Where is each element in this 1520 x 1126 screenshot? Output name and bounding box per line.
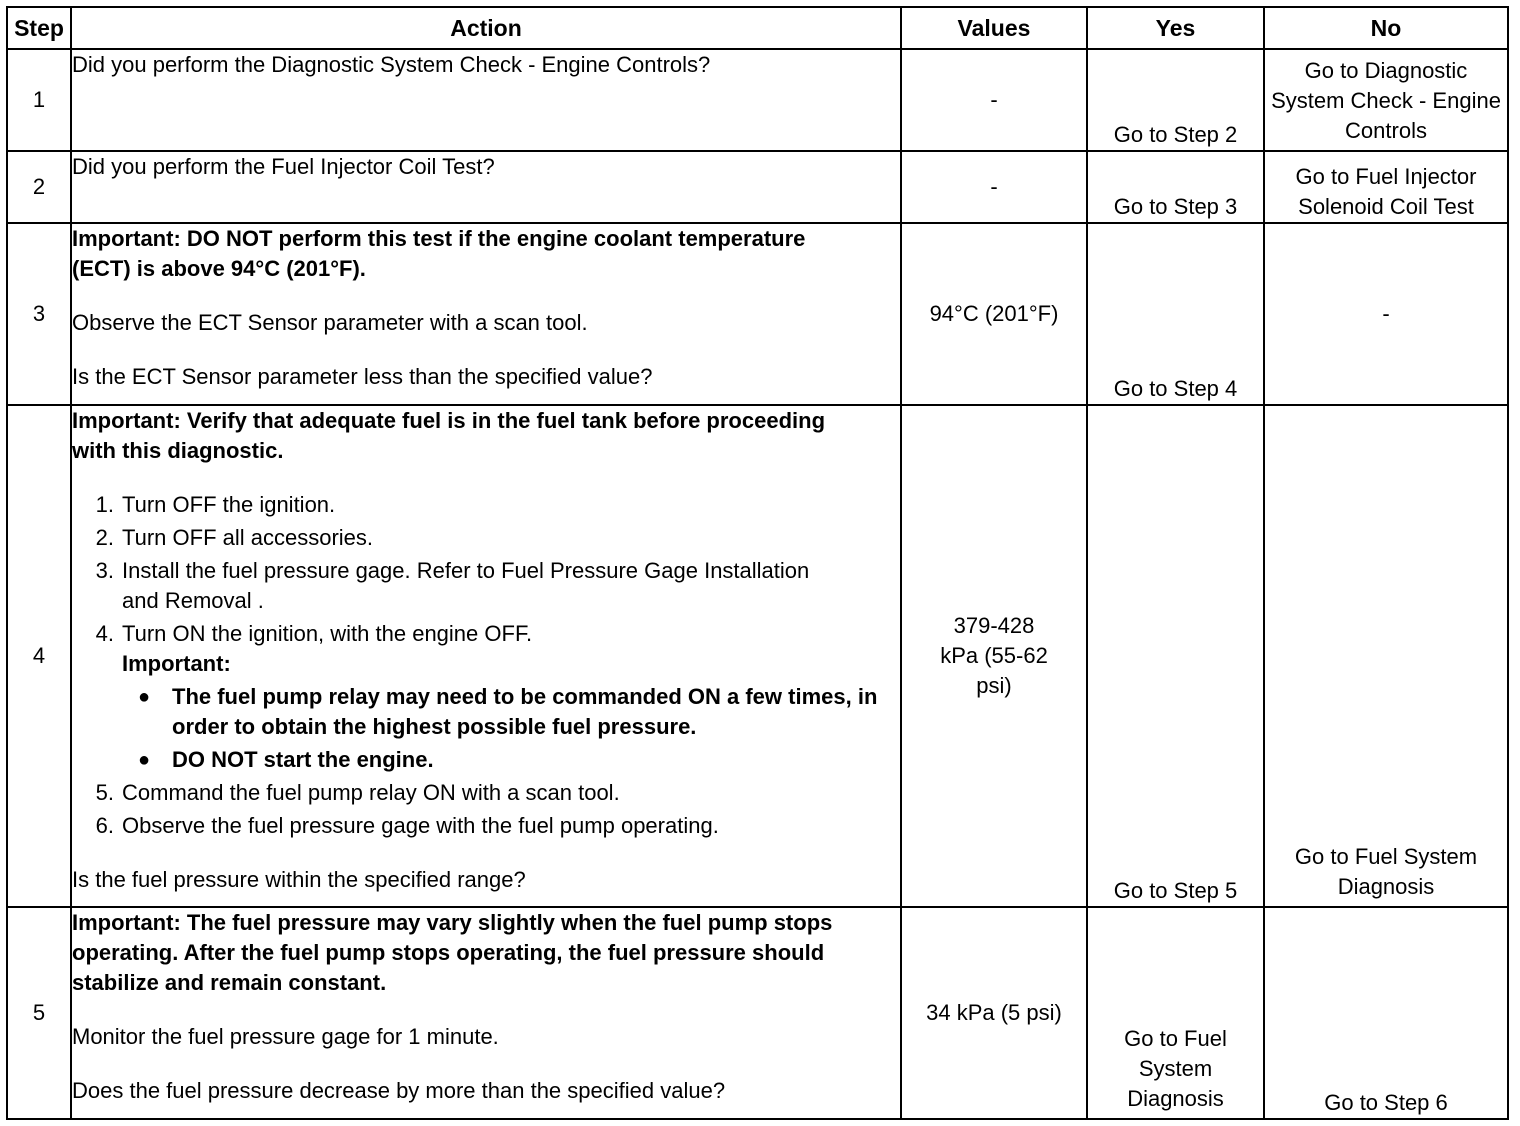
header-no: No [1264,7,1508,49]
action-question: Is the ECT Sensor parameter less than the specified value? [72,364,653,389]
action-question: Did you perform the Fuel Injector Coil Test? [72,154,495,179]
action-instruction: Observe the ECT Sensor parameter with a scan tool. [72,310,588,335]
header-step: Step [7,7,71,49]
action-question: Is the fuel pressure within the specified range? [72,867,526,892]
action-cell [71,907,901,1119]
yes-cell: Go to Step 5 [1087,405,1264,907]
yes-cell: Go to Step 3 [1087,151,1264,223]
header-action: Action [71,7,901,49]
list-item: 4. Turn ON the ignition, with the engine OFF. [95,621,533,646]
bullet-list [72,682,900,775]
values-cell: - [901,151,1087,223]
list-item: 6. Observe the fuel pressure gage with the fuel pump operating. [95,813,719,838]
values-cell: 94°C (201°F) [901,223,1087,405]
yes-cell: Go to Fuel System Diagnosis [1087,907,1264,1119]
table-row [7,405,1508,907]
action-cell [71,405,901,907]
sub-important-label: Important: [122,651,231,676]
list-item: 3. Install the fuel pressure gage. Refer to Fuel Pressure Gage Installation and Removal . [95,558,810,613]
step-number: 3 [7,223,71,405]
values-cell: 379-428 kPa (55-62 psi) [901,405,1087,907]
step-number: 5 [7,907,71,1119]
bullet-icon: ● [138,749,151,771]
no-cell: Go to Diagnostic System Check - Engine Controls [1264,49,1508,151]
table-row [7,49,1508,151]
table-row [7,151,1508,223]
bullet-icon: ● [138,686,151,708]
step-number: 4 [7,405,71,907]
header-values: Values [901,7,1087,49]
no-cell: Go to Step 6 [1264,907,1508,1119]
action-cell [71,223,901,405]
table-row [7,223,1508,405]
values-cell: - [901,49,1087,151]
action-question: Did you perform the Diagnostic System Check - Engine Controls? [72,52,711,77]
list-item: 1. Turn OFF the ignition. [95,492,336,517]
substep-list [72,490,900,649]
list-item: 2. Turn OFF all accessories. [95,525,374,550]
yes-cell: Go to Step 2 [1087,49,1264,151]
action-instruction: Monitor the fuel pressure gage for 1 minute. [72,1024,499,1049]
list-item: ● DO NOT start the engine. [138,745,900,775]
diagnostic-table [6,6,1509,1120]
no-cell: Go to Fuel System Diagnosis [1264,405,1508,907]
list-item: ● The fuel pump relay may need to be commanded ON a few times, in order to obtain the highest possible fuel pressure. [138,682,900,742]
no-cell: - [1264,223,1508,405]
action-question: Does the fuel pressure decrease by more than the specified value? [72,1078,726,1103]
yes-cell: Go to Step 4 [1087,223,1264,405]
important-note: Important: The fuel pressure may vary slightly when the fuel pump stops operating. After the fuel pump stops operating, the fuel pressure should stabilize and remain constant. [72,910,833,995]
important-note: Important: DO NOT perform this test if the engine coolant temperature (ECT) is above 94°C (201°F). [72,226,806,281]
action-cell [71,49,901,151]
substep-list [72,778,900,841]
table-row [7,907,1508,1119]
list-item: 5. Command the fuel pump relay ON with a scan tool. [95,780,620,805]
step-number: 2 [7,151,71,223]
values-cell: 34 kPa (5 psi) [901,907,1087,1119]
no-cell: Go to Fuel Injector Solenoid Coil Test [1264,151,1508,223]
action-cell [71,151,901,223]
step-number: 1 [7,49,71,151]
important-note: Important: Verify that adequate fuel is in the fuel tank before proceeding with this diagnostic. [72,408,826,463]
header-row [7,7,1508,49]
header-yes: Yes [1087,7,1264,49]
